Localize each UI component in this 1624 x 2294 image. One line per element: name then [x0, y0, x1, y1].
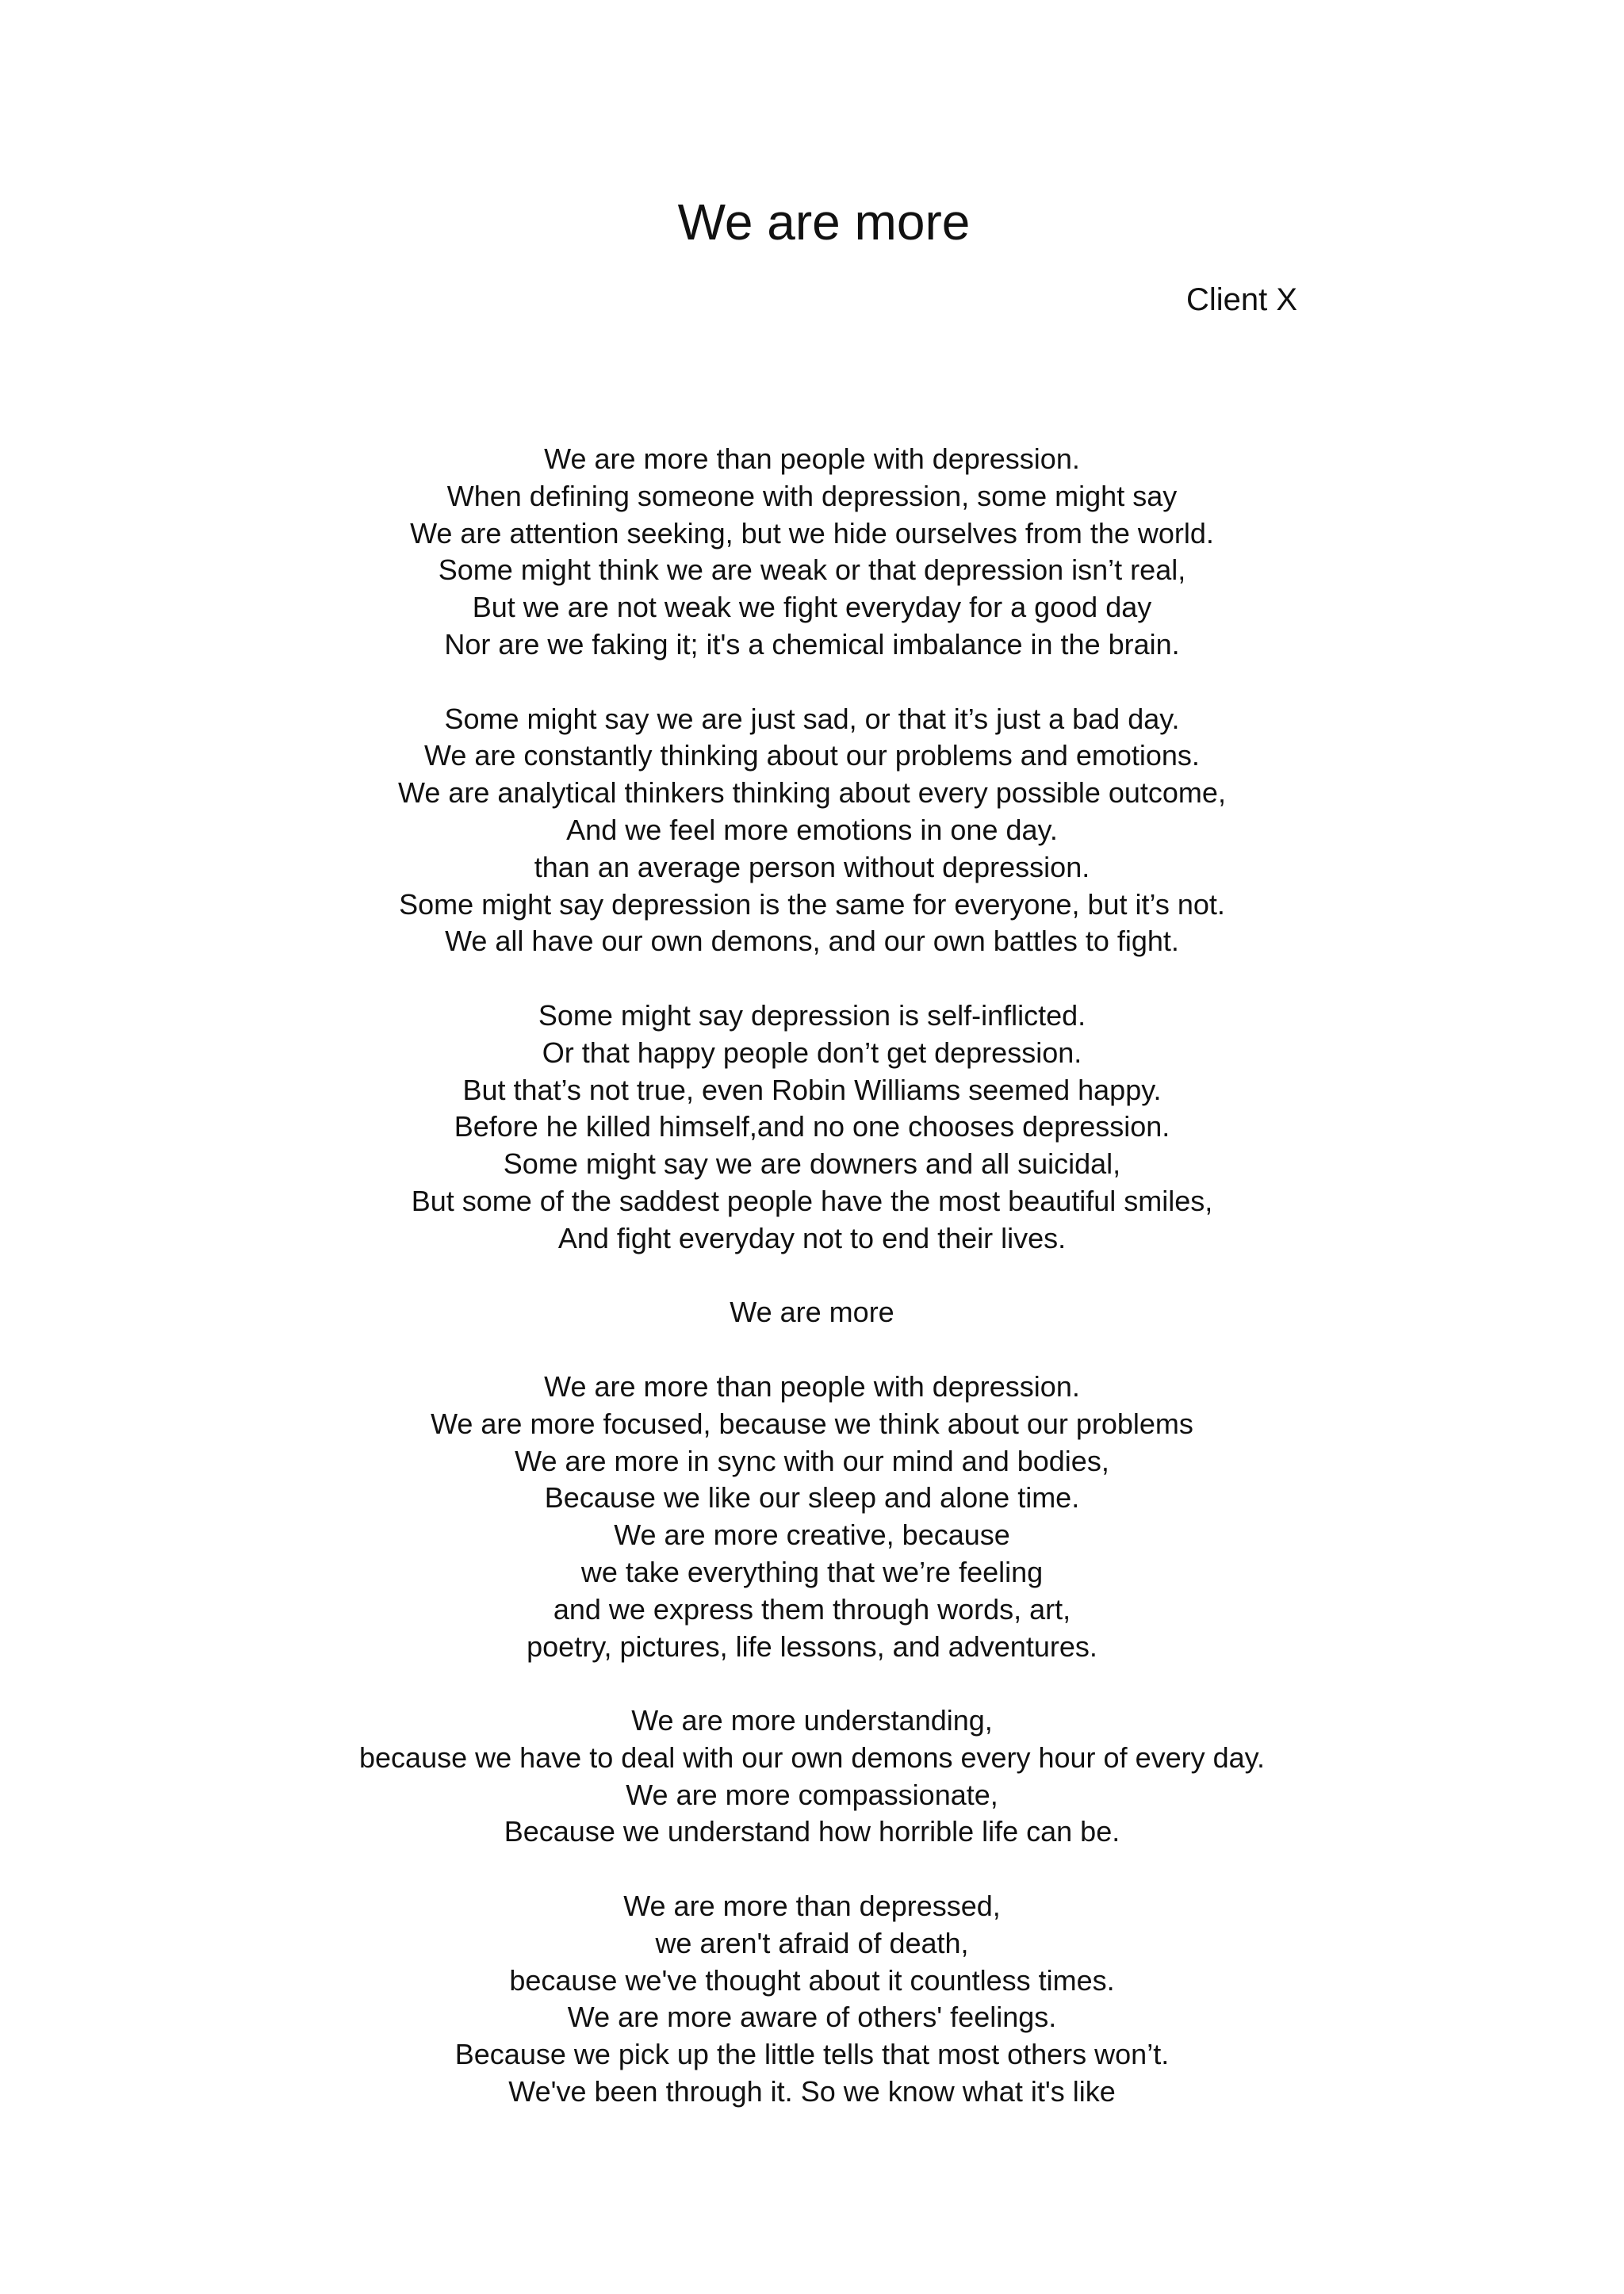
stanza	[0, 1702, 1624, 1851]
poem-line: And we feel more emotions in one day.	[566, 813, 1058, 846]
poem-line: We are constantly thinking about our problems and emotions.	[424, 739, 1200, 772]
poem-line: We all have our own demons, and our own battles to fight.	[445, 925, 1179, 958]
poem-line: than an average person without depression.	[534, 850, 1090, 883]
poem-line: We are more aware of others' feelings.	[567, 2001, 1057, 2034]
poem-line: But that’s not true, even Robin Williams seemed happy.	[462, 1073, 1162, 1106]
poem-line: We are more than people with depression.	[544, 1369, 1080, 1403]
poem-line: But some of the saddest people have the most beautiful smiles,	[411, 1184, 1213, 1217]
poem-line: We are attention seeking, but we hide ourselves from the world.	[410, 516, 1214, 550]
poem-line: And fight everyday not to end their lives.	[557, 1221, 1067, 1254]
poem-line: We are more than people with depression.	[544, 442, 1080, 475]
poem-line: we take everything that we’re feeling	[580, 1555, 1044, 1588]
poem-line: and we express them through words, art,	[553, 1592, 1071, 1626]
poem-author: Client X	[1185, 282, 1297, 317]
poem-line: We are more compassionate,	[626, 1778, 998, 1811]
stanza	[0, 701, 1624, 961]
poem-line: But we are not weak we fight everyday for a good day	[472, 591, 1152, 624]
stanza	[0, 1369, 1624, 1665]
poem-line: Some might say depression is self-inflicted.	[538, 998, 1086, 1032]
poem-line: When defining someone with depression, some might say	[446, 479, 1178, 512]
poem-line: We've been through it. So we know what it's like	[508, 2075, 1116, 2108]
refrain	[0, 1294, 1624, 1331]
poem-line: because we have to deal with our own demons every hour of every day.	[359, 1741, 1265, 1774]
poem-line: We are more than depressed,	[623, 1890, 1001, 1923]
poem-line: We are more in sync with our mind and bodies,	[515, 1444, 1109, 1477]
stanza	[0, 1888, 1624, 2111]
poem-line: We are more focused, because we think about our problems	[431, 1407, 1193, 1440]
poem-line: Or that happy people don’t get depression.	[542, 1036, 1082, 1069]
poem-line: Before he killed himself,and no one chooses depression.	[454, 1110, 1170, 1143]
poem-line: We are more creative, because	[614, 1518, 1010, 1552]
poem-line: Some might say we are just sad, or that it’s just a bad day.	[444, 702, 1180, 735]
poem-line: Because we pick up the little tells that most others won’t.	[454, 2038, 1170, 2071]
poem-line: Some might say we are downers and all suicidal,	[503, 1147, 1121, 1181]
stanza	[0, 998, 1624, 1258]
poem-line: Nor are we faking it; it's a chemical imbalance in the brain.	[444, 627, 1180, 661]
poem-line: because we've thought about it countless times.	[509, 1963, 1115, 1997]
poem-line: poetry, pictures, life lessons, and adventures.	[527, 1630, 1097, 1663]
poem-line: We are analytical thinkers thinking about every possible outcome,	[398, 776, 1226, 810]
poem-body	[0, 441, 1624, 2148]
poem-line: Because we understand how horrible life can be.	[504, 1815, 1120, 1848]
poem-line: We are more understanding,	[631, 1704, 993, 1737]
poem-line: Some might say depression is the same for everyone, but it’s not.	[399, 887, 1225, 921]
poem-line: Some might think we are weak or that depression isn’t real,	[438, 553, 1186, 587]
poem-line: we aren't afraid of death,	[655, 1926, 969, 1959]
poem-line: Because we like our sleep and alone time.	[544, 1481, 1080, 1515]
poem-title: We are more	[677, 193, 971, 251]
poem-line: We are more	[730, 1296, 894, 1329]
stanza	[0, 441, 1624, 664]
